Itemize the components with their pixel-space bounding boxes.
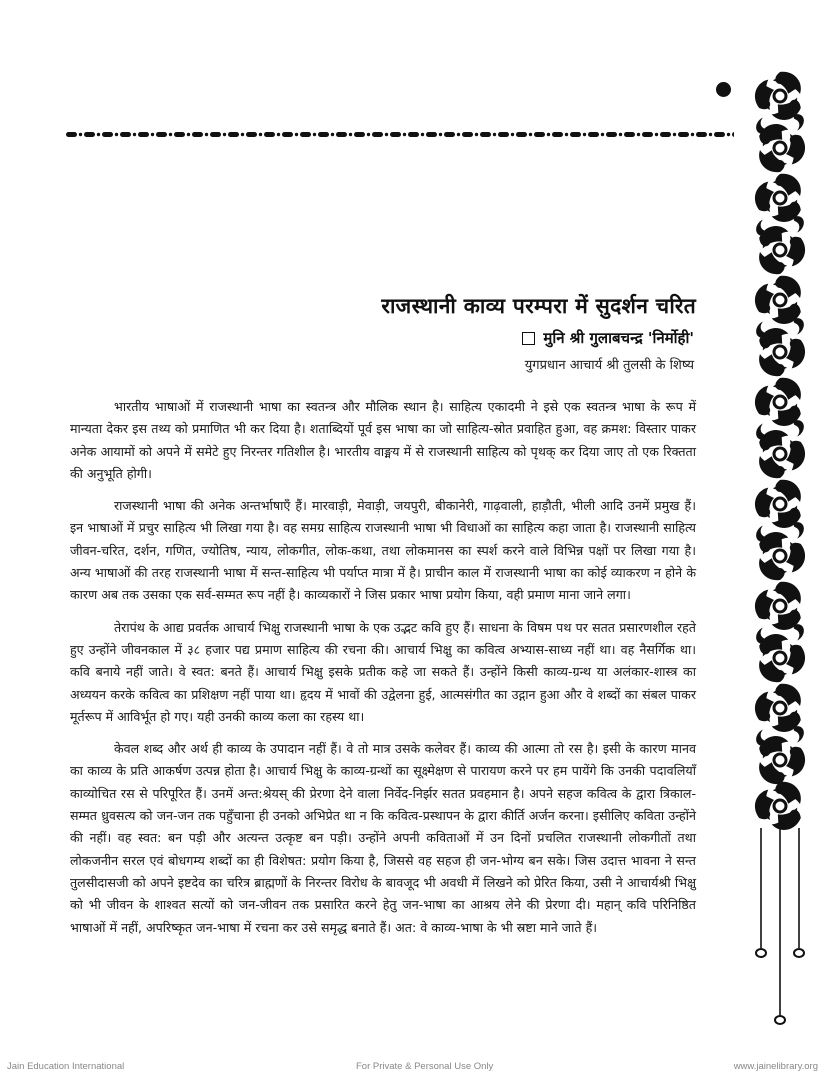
paragraph-1: भारतीय भाषाओं में राजस्थानी भाषा का स्वतन्त्र और मौलिक स्थान है। साहित्य एकादमी ने इसे एक स्वतन्त्र भाषा के रूप में मान्यता देकर इस तथ्य को प्रमाणित भी कर दिया है। शताब्दियों पूर्व इस भाषा का जो साहित्य-स्रोत प्रवाहित हुआ, वह क्रमश: विस्तार पाकर अनेक आयामों को अपने में समेटे हुए निरन्तर गतिशील है। भारतीय वाङ्मय में से राजस्थानी साहित्य को पृथक् कर दिया जाए तो एक रिक्तता की अनुभूति होगी। — [70, 399, 696, 481]
paisley-medallion-ornament — [745, 68, 815, 833]
hanging-lines-ornament — [745, 828, 815, 1028]
author-name: मुनि श्री गुलाबचन्द्र 'निर्मोही' — [543, 329, 694, 347]
checkbox-square-icon — [522, 332, 535, 345]
dashed-rule — [66, 124, 734, 133]
dashed-rule-graphic — [66, 130, 734, 139]
page-title: राजस्थानी काव्य परम्परा में सुदर्शन चरित — [381, 294, 696, 318]
bullet-dot-icon — [716, 82, 731, 97]
footer-publisher: Jain Education International — [7, 1061, 125, 1072]
paragraph-2: राजस्थानी भाषा की अनेक अन्तर्भाषाएँ हैं। मारवाड़ी, मेवाड़ी, जयपुरी, बीकानेरी, गाढ़वाली, हाड़ौती, भीली आदि उनमें प्रमुख हैं। इन भाषाओं में प्रचुर साहित्य भी लिखा गया है। वह समग्र साहित्य राजस्थानी भाषा भी विधाओं का साहित्य कहा जाता है। राजस्थानी साहित्य जीवन-चरित, दर्शन, गणित, ज्योतिष, न्याय, लोकगीत, लोक-कथा, तथा लोकमानस का स्पर्श करने वाले विभिन्न पक्षों पर लिखा गया है। अन्य भाषाओं की तरह राजस्थानी भाषा में सन्त-साहित्य भी पर्याप्त मात्रा में है। प्राचीन काल में राजस्थानी भाषा का कोई व्याकरण न होने के कारण अब तक उसका एक सर्व-सम्मत रूप नहीं है। काव्यकारों ने जिस प्रकार भाषा प्रयोग किया, वही प्रमाण माना जाने लगा। — [70, 498, 697, 603]
author-affiliation: युगप्रधान आचार्य श्री तुलसी के शिष्य — [524, 358, 694, 373]
paragraph-3: तेरापंथ के आद्य प्रवर्तक आचार्य भिक्षु राजस्थानी भाषा के एक उद्भट कवि हुए हैं। साधना के विषम पथ पर सतत प्रसारणशील रहते हुए उन्होंने जीवनकाल में ३८ हजार पद्य प्रमाण साहित्य की रचना की। आचार्य भिक्षु का कवित्व अभ्यास-साध्य नहीं था। वह नैसर्गिक था। कवि बनाये नहीं जाते। वे स्वत: बनते हैं। आचार्य भिक्षु इसके प्रतीक कहे जा सकते हैं। उन्होंने किसी काव्य-ग्रन्थ या अलंकार-शास्त्र का अध्ययन करके कवित्व का प्रशिक्षण नहीं पाया था। हृदय में भावों की उद्वेलना हुई, आत्मसंगीत का उद्गान हुआ और वे शब्दों का संबल पाकर मूर्तरूप में आविर्भूत हो गए। यही उनकी काव्य कला का रहस्य था। — [70, 619, 696, 724]
hanging-lines-graphic — [745, 828, 815, 1028]
page-footer — [0, 1061, 828, 1077]
paisley-medallion-ornament-column — [745, 68, 815, 833]
footer-website-link[interactable]: www.jainelibrary.org — [733, 1061, 818, 1072]
paragraph-4: केवल शब्द और अर्थ ही काव्य के उपादान नहीं हैं। वे तो मात्र उसके कलेवर हैं। काव्य की आत्मा तो रस है। इसी के कारण मानव का काव्य के प्रति आकर्षण उत्पन्न होता है। आचार्य भिक्षु के काव्य-ग्रन्थों का सूक्ष्मेक्षण से पारायण करने पर हम पायेंगे कि उनकी पदावलियाँ काव्योचित रस से परिपूरित हैं। उनमें अन्त:श्रेयस् की प्रेरणा देने वाला निर्वेद-निर्झर सतत प्रवहमान है। अपने सहज कवित्व के द्वारा त्रिकाल-सम्मत ध्रुवसत्य को जन-जन तक पहुँचाना ही उनको अभिप्रेत था न कि कवित्व-प्रस्थापन के द्वारा कीर्ति अर्जन करना। इसीलिए कविता उन्होंने की नहीं। वह स्वत: बन पड़ी और अत्यन्त उत्कृष्ट बन पड़ी। उन्होंने अपनी कविताओं में उन दिनों प्रचलित राजस्थानी लोकगीतों तथा लोकजनीन सरल एवं बोधगम्य शब्दों का ही विशेषत: प्रयोग किया है, जिससे वह सहज ही जन-भोग्य बन सके। जिस उदात्त भावना ने सन्त तुलसीदासजी को अपने इष्टदेव का चरित्र ब्राह्मणों के निरन्तर विरोध के बावजूद भी अवधी में लिखने को प्रेरित किया, उसी ने आचार्यश्री भिक्षु को भी जीवन के शाश्वत सत्यों को जन-जीवन तक प्रसारित करने हेतु जन-भाषा का आश्रय लेने की प्रेरणा दी। महान् कवि परिनिष्ठित भाषाओं में नहीं, अपरिष्कृत जन-भाषा में रचना कर उसे समृद्ध बनाते हैं। अत: वे काव्य-भाषा के भी स्रष्टा माने जाते हैं। — [70, 741, 696, 935]
article-body — [70, 396, 696, 949]
footer-usage-notice: For Private & Personal Use Only — [356, 1061, 494, 1072]
author-line — [380, 328, 694, 348]
